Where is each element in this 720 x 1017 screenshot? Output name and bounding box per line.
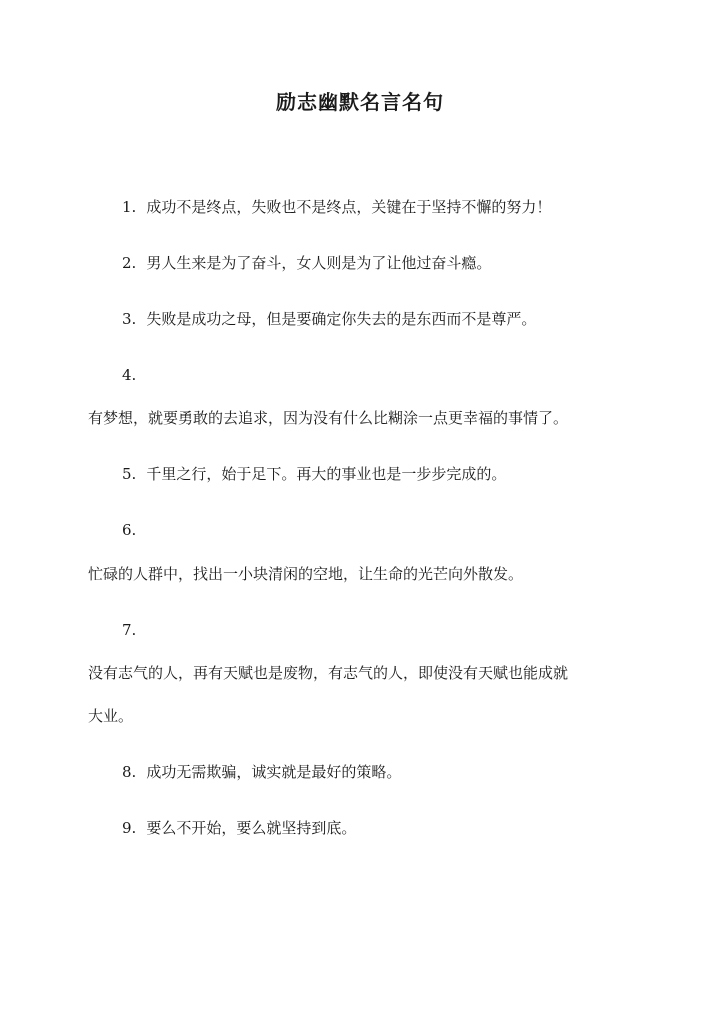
item-text: 成功不是终点，失败也不是终点，关键在于坚持不懈的努力！ <box>146 198 552 216</box>
list-item <box>122 195 551 219</box>
item-text: 失败是成功之母，但是要确定你失去的是东西而不是尊严。 <box>146 310 537 328</box>
item-number: 4. <box>122 366 137 384</box>
item-number: 6. <box>122 521 137 539</box>
item-text: 有梦想，就要勇敢的去追求，因为没有什么比糊涂一点更幸福的事情了。 <box>88 409 569 427</box>
item-number: 8. <box>122 763 137 781</box>
item-number: 5. <box>122 465 137 483</box>
document-title: 励志幽默名言名句 <box>276 90 444 114</box>
item-text-line2: 大业。 <box>88 707 134 725</box>
list-item <box>122 760 401 784</box>
item-number: 9. <box>122 819 137 837</box>
item-text: 要么不开始，要么就坚持到底。 <box>146 819 357 837</box>
item-text: 男人生来是为了奋斗，女人则是为了让他过奋斗瘾。 <box>146 254 492 272</box>
item-text: 千里之行，始于足下。再大的事业也是一步步完成的。 <box>146 465 507 483</box>
item-text-line1: 没有志气的人，再有天赋也是废物，有志气的人，即使没有天赋也能成就 <box>88 664 569 682</box>
list-item <box>122 251 491 275</box>
list-item <box>122 307 536 331</box>
item-number: 1. <box>122 198 137 216</box>
item-text: 忙碌的人群中，找出一小块清闲的空地，让生命的光芒向外散发。 <box>88 565 524 583</box>
item-number: 7. <box>122 621 137 639</box>
list-item <box>122 816 356 840</box>
item-number: 3. <box>122 310 137 328</box>
item-number: 2. <box>122 254 137 272</box>
item-text: 成功无需欺骗，诚实就是最好的策略。 <box>146 763 402 781</box>
list-item <box>122 462 506 486</box>
